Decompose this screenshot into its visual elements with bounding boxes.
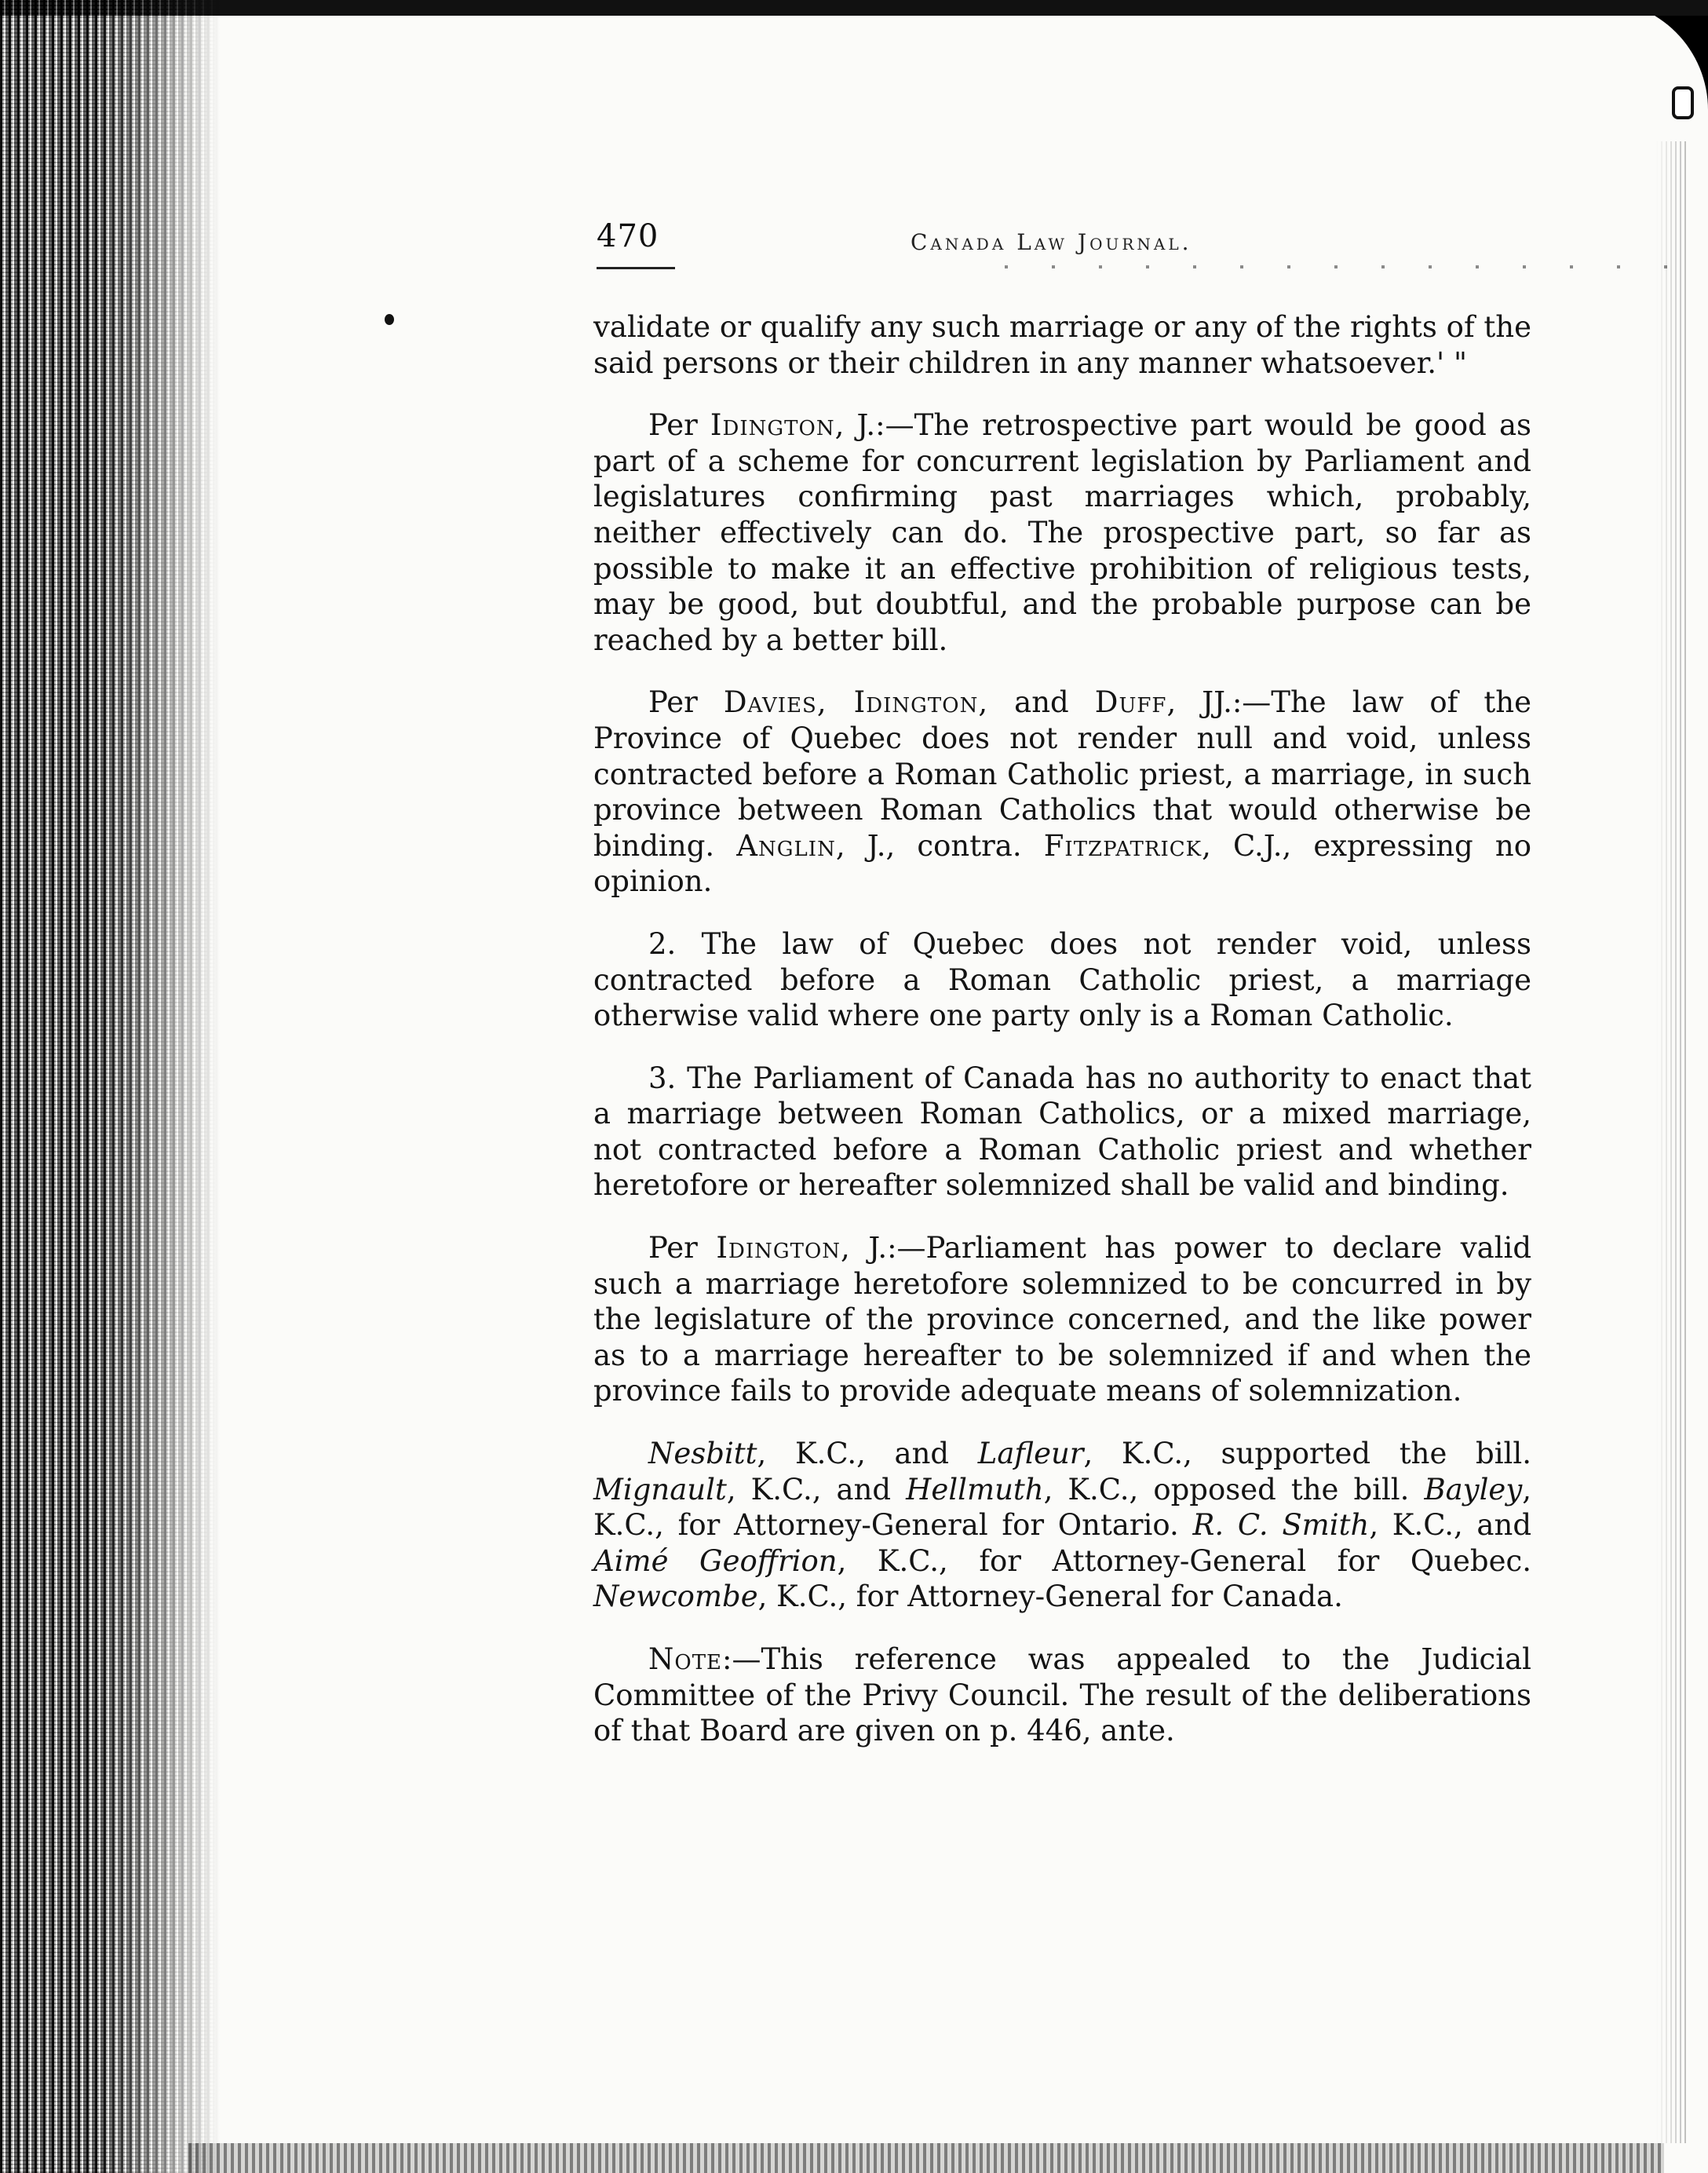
counsel-name: R. C. Smith — [1192, 1508, 1370, 1543]
counsel-name: Nesbitt — [648, 1437, 757, 1471]
judge-name: Idington — [716, 1231, 841, 1265]
running-head: Canada Law Journal. — [911, 229, 1192, 255]
counsel-name: Newcombe — [593, 1580, 758, 1614]
text: Per — [648, 685, 724, 720]
counsel-name: Mignault — [593, 1472, 727, 1506]
text: , K.C., supported the bill. — [1083, 1437, 1531, 1471]
page-number: 470 — [597, 218, 659, 254]
paragraph-quebec-law — [593, 685, 1531, 900]
text: and — [988, 685, 1095, 720]
counsel-name: Lafleur — [977, 1437, 1084, 1471]
text: , K.C., for Attorney-General for Canada. — [757, 1580, 1343, 1614]
text: , J., contra. — [835, 828, 1044, 863]
text: , JJ.:—The law of the Province of Quebec does not render null and void, unless contracted before a Roman Catholic priest, a marriage, in such province between Roman Catholics that would otherwise be binding. — [593, 685, 1531, 863]
scan-border-top — [0, 0, 1708, 16]
text: Per — [648, 1231, 717, 1265]
header-dotted-line — [1005, 265, 1708, 268]
paragraph-note — [593, 1642, 1531, 1749]
text: , K.C., opposed the bill. — [1043, 1472, 1425, 1506]
margin-mark — [385, 314, 394, 325]
judge-name: Fitzpatrick — [1043, 828, 1203, 863]
scan-edge-noise — [1656, 141, 1688, 2143]
paragraph-idington-retrospective — [593, 407, 1531, 658]
text: Per — [648, 408, 710, 443]
scan-bottom-noise — [188, 2143, 1664, 2173]
book-spine-shadow — [0, 0, 220, 2173]
paragraph-point-2: 2. The law of Quebec does not render void, unless contracted before a Roman Catholic priest, a marriage otherwise valid where one party only is a Roman Catholic. — [593, 926, 1531, 1033]
paragraph-idington-parliament — [593, 1230, 1531, 1409]
text: , K.C., and — [757, 1437, 978, 1471]
binding-hole-icon — [1672, 86, 1694, 119]
judge-name: Idington — [710, 408, 835, 443]
page-header — [597, 218, 1538, 281]
counsel-name: Aimé Geoffrion — [593, 1543, 838, 1578]
text: , K.C., for Attorney-General for Quebec. — [837, 1543, 1531, 1578]
judge-name: Anglin — [736, 828, 836, 863]
header-rule — [597, 267, 675, 269]
paragraph-continuation: validate or qualify any such marriage or any of the rights of the said persons or their children in any manner whatsoever.' " — [593, 310, 1532, 380]
judge-name: Duff — [1094, 685, 1167, 720]
text: , K.C., and — [1369, 1508, 1532, 1543]
paragraph-point-3: 3. The Parliament of Canada has no authority to enact that a marriage between Roman Catholics, or a mixed marriage, not contracted before a Roman Catholic priest and whether heretofore or hereafter solemnized shall be valid and binding. — [593, 1061, 1531, 1203]
judge-names: Davies, Idington, — [723, 685, 989, 720]
note-label: Note — [648, 1642, 723, 1676]
text: , K.C., and — [726, 1472, 907, 1506]
paragraph-counsel — [593, 1436, 1531, 1615]
counsel-name: Hellmuth — [906, 1472, 1044, 1506]
text: , J.:—The retrospective part would be good as part of a scheme for concurrent legislation by Parliament and legislatures confirming past marriages which, probably, neither effectively can do. The prospective part, so far as possible to make it an effective prohibition of religious tests, may be good, but doubtful, and the probable purpose can be reached by a better bill. — [593, 408, 1531, 657]
text: , J.:—Parliament has power to declare valid such a marriage heretofore solemnized to be concurred in by the legislature of the province concerned, and the like power as to a marriage hereafter to be solemnized if and when the province fails to provide adequate means of solemnization. — [593, 1231, 1532, 1408]
text: , K.C., for Attorney-General for Ontario. — [593, 1472, 1531, 1543]
body-text — [593, 309, 1531, 1749]
text: :—This reference was appealed to the Judicial Committee of the Privy Council. The result of the deliberations of that Board are given on p. 446, ante. — [593, 1642, 1531, 1748]
text: , C.J., expressing no opinion. — [593, 828, 1531, 899]
counsel-name: Bayley — [1424, 1472, 1523, 1506]
